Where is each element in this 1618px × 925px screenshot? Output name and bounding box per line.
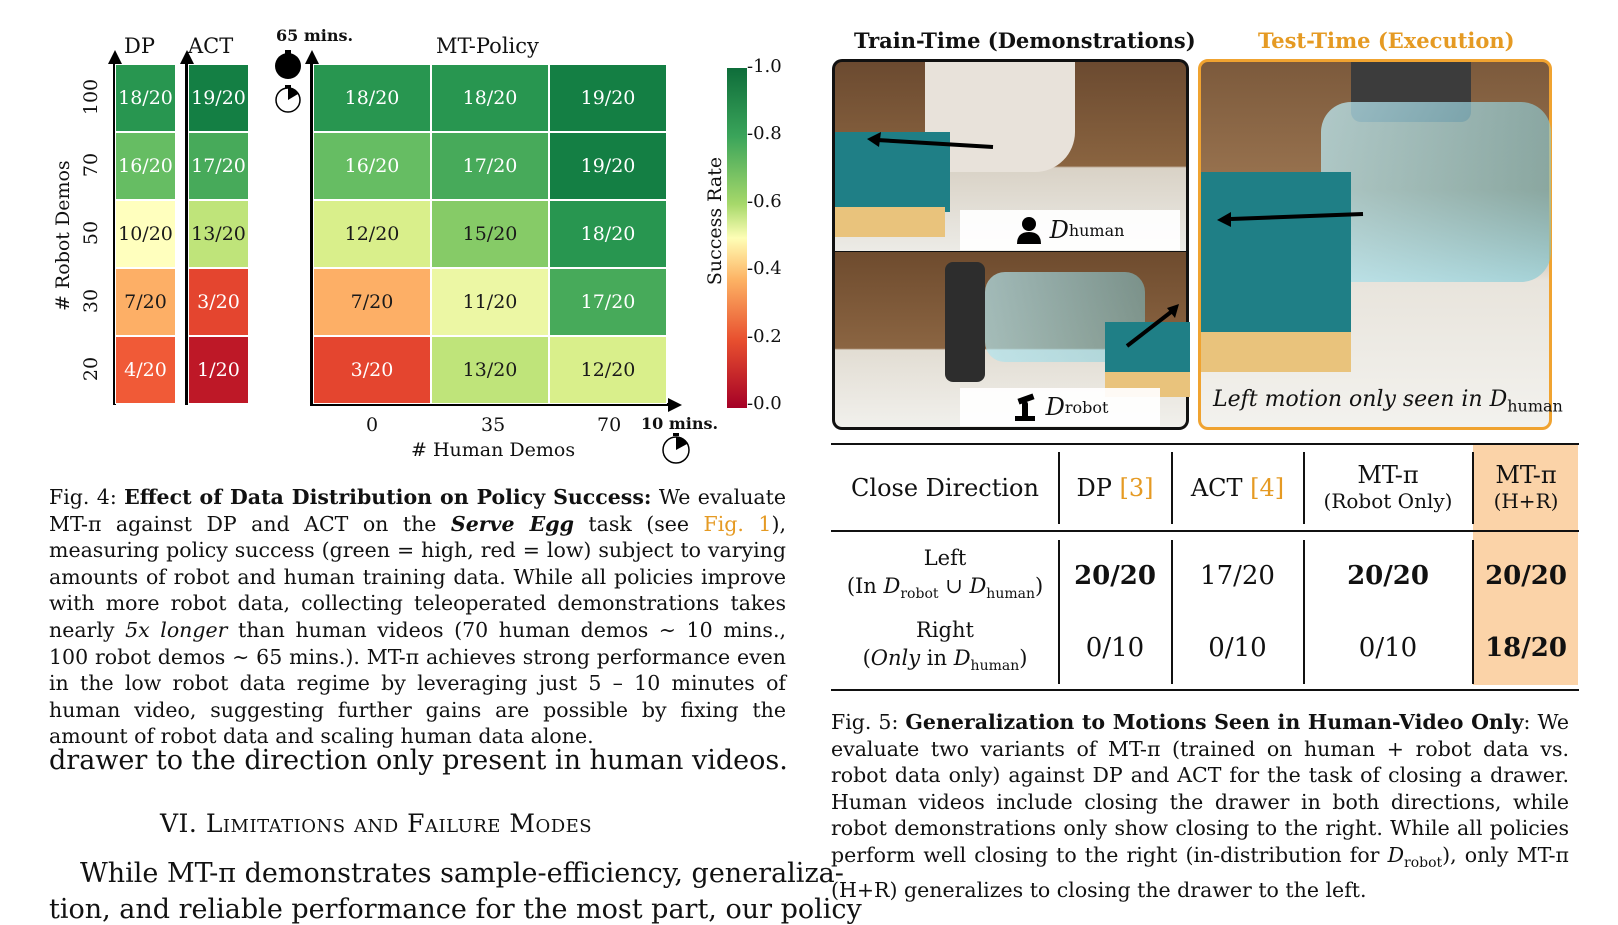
d-symbol: D [1489,387,1508,412]
colorbar-label: Success Rate [704,156,726,286]
mt-cell-50-70: 18/20 [549,200,667,268]
test-caption [1213,387,1563,415]
robot-subscript: robot [900,586,939,603]
cell-act-right: 0/10 [1208,633,1267,663]
act-column-title: ACT [188,34,234,58]
test-execution-photo [1198,59,1563,430]
cell-mt-hr-left: 20/20 [1485,561,1567,591]
x-tick-0: 0 [366,414,379,436]
mt-cell-70-0: 16/20 [313,132,431,200]
table-mid-rule [831,530,1579,532]
colorbar [727,68,747,408]
mt-cell-20-35: 13/20 [431,336,549,404]
fig4-text: than human videos (70 human demos ∼ 10 mins., 100 robot demos ∼ 65 mins.). MT-π achieves strong performance even in the low robot data regime by leveraging just 5 – 10 minutes of human video, suggesting further gains are possible by fixing the amount of robot data and scaling human data alone. [49,617,786,749]
row-only: Only [870,645,921,670]
fig4-task: Serve Egg [450,511,574,536]
x-tick-70: 70 [597,414,622,436]
fig4-caption [49,484,786,750]
header-act [1173,452,1302,524]
y-tick-100: 100 [80,78,102,116]
row-label: Left [923,545,967,570]
row-sub: (In [846,573,884,598]
mt-policy-title: MT-Policy [436,34,539,58]
union-symbol: ∪ [938,573,970,598]
d-human-label [960,210,1180,250]
fig5-text: ), only MT-π (H+R) generalizes to closing the drawer to the left. [831,842,1570,902]
robot-subscript: robot [1064,397,1109,417]
test-caption-text: Left motion only seen in [1213,387,1490,412]
header-dp-label: DP [1076,474,1120,502]
row-right-label: Right (Only in $D_{human}$) [862,617,1028,675]
dp-cell-70: 16/20 [115,132,176,200]
header-mt-hr [1474,452,1578,524]
human-subscript: human [1068,220,1125,240]
header-mt-label: MT-π [1495,461,1557,489]
row-left-label: Left (In $D_{robot}$ ∪ $D_{human}$) [846,545,1044,603]
cell-dp-right: 0/10 [1085,633,1145,663]
y-axis-label: # Robot Demos [52,160,74,311]
colorbar-tick-1.0: -1.0 [747,56,782,77]
human-time-label: 10 mins. [641,414,719,433]
person-icon [1016,216,1042,244]
stopwatch-icon [272,50,306,120]
table-top-rule [831,443,1579,445]
mt-cell-70-35: 17/20 [431,132,549,200]
human-subscript: human [1507,396,1563,416]
fig4-title: Effect of Data Distribution on Policy Success: [124,485,652,509]
cell-mt-hr-right: 18/20 [1485,633,1567,663]
d-symbol: D [1049,216,1069,244]
fig4-label: Fig. 4: [49,485,125,509]
dp-cell-100: 18/20 [115,64,176,132]
right-arrow-icon [1123,302,1183,352]
cell-mt-robot-left: 20/20 [1347,561,1429,591]
mt-cell-50-0: 12/20 [313,200,431,268]
body-paragraph-line: While MT-π demonstrates sample-efficiency, generaliza- [80,858,844,889]
left-arrow-icon [865,132,995,162]
train-time-title: Train-Time (Demonstrations) [854,28,1196,53]
robot-time-label: 65 mins. [276,26,354,45]
mt-cell-100-70: 19/20 [549,64,667,132]
colorbar-tick-0.8: -0.8 [747,123,782,145]
robot-subscript: robot [1404,855,1443,872]
human-subscript: human [986,586,1035,603]
drawer-shape [1201,172,1351,332]
dp-cell-30: 7/20 [115,268,176,336]
mt-x-axis-arrow [668,398,682,412]
header-dp [1060,452,1170,524]
table-bottom-rule [831,689,1579,691]
left-arrow-icon [1215,204,1365,234]
y-tick-50: 50 [80,220,102,246]
dp-cell-50: 10/20 [115,200,176,268]
mt-cell-20-0: 3/20 [313,336,431,404]
fig5-title: Generalization to Motions Seen in Human-Video Only [905,710,1524,734]
mt-cell-30-70: 17/20 [549,268,667,336]
section-title: Limitations and Failure Modes [205,809,593,838]
x-axis-label: # Human Demos [411,439,576,461]
header-mt-label: MT-π [1357,461,1419,489]
d-symbol: D [969,573,987,598]
d-symbol: D [953,645,971,670]
mt-cell-30-0: 7/20 [313,268,431,336]
test-time-title: Test-Time (Execution) [1258,28,1515,53]
dp-cell-20: 4/20 [115,336,176,404]
robot-arm-icon [1012,392,1038,422]
cell-act-left: 17/20 [1200,561,1275,591]
cell-dp-left: 20/20 [1074,561,1156,591]
header-mt-robot [1305,452,1471,524]
robot-arm-shape [945,262,985,382]
header-mt-sub: (H+R) [1493,489,1559,513]
y-tick-70: 70 [80,152,102,178]
section-number: VI. [160,809,206,838]
y-tick-30: 30 [80,288,102,314]
act-cell-100: 19/20 [188,64,249,132]
mt-cell-100-0: 18/20 [313,64,431,132]
header-act-label: ACT [1190,474,1251,502]
ref-3-link[interactable]: [3] [1119,474,1154,502]
colorbar-tick-0.4: -0.4 [747,258,782,280]
header-mt-sub: (Robot Only) [1323,489,1453,513]
mt-cell-20-70: 12/20 [549,336,667,404]
stopwatch-icon [660,432,694,466]
colorbar-tick-0.0: -0.0 [747,393,782,414]
act-cell-20: 1/20 [188,336,249,404]
act-cell-70: 17/20 [188,132,249,200]
fig4-emphasis: 5x longer [125,617,228,642]
mt-cell-50-35: 15/20 [431,200,549,268]
mt-cell-70-70: 19/20 [549,132,667,200]
body-line: drawer to the direction only present in human videos. [49,745,788,776]
y-tick-20: 20 [80,356,102,382]
row-sub: in [920,645,954,670]
d-symbol: D [883,573,901,598]
drawer-base-shape [835,207,945,237]
robot-demo-photo [832,252,1189,430]
body-paragraph-line: tion, and reliable performance for the most part, our policy [49,894,862,925]
row-label: Right [916,617,974,642]
fig1-link[interactable]: Fig. 1 [703,511,772,536]
act-cell-50: 13/20 [188,200,249,268]
dp-axis-arrow [108,50,122,64]
colorbar-tick-0.2: -0.2 [747,325,782,347]
dp-column-title: DP [124,34,155,58]
x-tick-35: 35 [481,414,506,436]
d-symbol: D [1045,393,1065,421]
section-heading [160,809,592,838]
drawer-base-shape [1201,332,1351,372]
human-subscript: human [970,658,1020,675]
fig5-caption [831,709,1569,903]
fig4-text: task (see [573,511,704,536]
act-axis-arrow [180,50,194,64]
fig4-text: ), measuring policy success (green = high, red = low) subject to varying amounts of robot and human training data. While all policies improve with more robot data, collecting teleoperated demonstrations takes nearly [49,511,786,642]
d-symbol: D [1387,842,1405,867]
d-robot-label [960,388,1160,426]
header-close-direction: Close Direction [851,474,1039,502]
cell-mt-robot-right: 0/10 [1358,633,1418,663]
colorbar-tick-0.6: -0.6 [747,190,782,212]
human-demo-photo [832,59,1189,252]
act-cell-30: 3/20 [188,268,249,336]
mt-cell-100-35: 18/20 [431,64,549,132]
fig4-text: We evaluate MT-π against DP and ACT on the [49,485,786,536]
mt-cell-30-35: 11/20 [431,268,549,336]
gripper-trail-shape [1321,102,1551,282]
mt-y-axis-arrow [305,50,319,64]
fig5-label: Fig. 5: [831,710,906,734]
ref-4-link[interactable]: [4] [1250,474,1285,502]
fig5-text: : We evaluate two variants of MT-π (trained on human + robot data vs. robot data only) against DP and ACT for the task of closing a drawer. Human videos include closing the drawer in both directions, while robot demonstrations only show closing to the right. While all policies perform well closing to the right (in-distribution for [831,710,1569,867]
